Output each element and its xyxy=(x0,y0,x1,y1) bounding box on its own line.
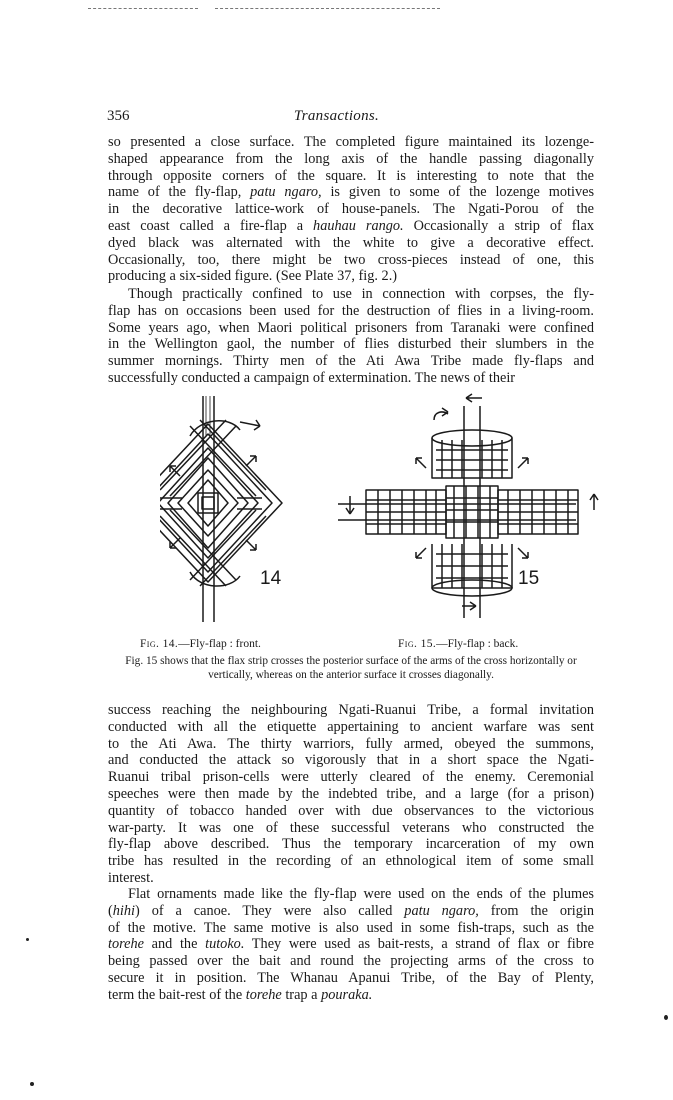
text-line: in the decorative lattice-work of house-panels. The Ngati-Porou of the xyxy=(108,201,594,218)
text-run: Occasionally a strip of flax xyxy=(403,217,594,234)
text-line: quantity of tobacco handed over with due observances to the victorious xyxy=(108,802,594,819)
text-line: fly-flap above described. Thus the temporary incarceration of my own xyxy=(108,836,594,853)
text-line: war-party. It was one of these successful veterans who constructed the xyxy=(108,819,594,836)
figure-14-drawing xyxy=(160,396,320,628)
figure-15-drawing xyxy=(338,388,608,628)
italic-term: pouraka. xyxy=(321,986,373,1003)
figure-15-caption xyxy=(398,638,518,650)
text-line: through opposite corners of the square. It is interesting to note that the xyxy=(108,167,594,184)
scan-edge-mark xyxy=(215,8,440,9)
text-run: term the bait-rest of the xyxy=(108,986,246,1003)
text-run: is given to some of the lozenge motives xyxy=(321,184,595,201)
text-line: producing a six-sided figure. (See Plate 37, fig. 2.) xyxy=(108,268,398,285)
scan-edge-mark xyxy=(88,8,198,9)
text-line xyxy=(108,218,594,235)
text-line: and conducted the attack so vigorously that in a short space the Ngati- xyxy=(108,752,594,769)
paragraph xyxy=(108,286,594,387)
text-line: secure it in position. The Whanau Apanui Tribe, of the Bay of Plenty, xyxy=(108,969,594,986)
scan-speck xyxy=(30,1082,34,1086)
text-line: shaped appearance from the long axis of the handle passing diagonally xyxy=(108,150,594,167)
text-line: Some years ago, when Maori political prisoners from Taranaki were confined xyxy=(108,319,594,336)
text-line: Ruanui tribal prison-cells were utterly cleared of the enemy. Ceremonial xyxy=(108,769,594,786)
italic-term: patu ngaro, xyxy=(250,184,322,201)
figure-15-number: 15 xyxy=(518,568,540,589)
text-line xyxy=(108,987,594,1004)
figure-note: Fig. 15 shows that the flax strip crosses the posterior surface of the arms of the cross horizontally or vertically, whereas on the anterior surface it crosses diagonally. xyxy=(125,655,577,681)
scan-speck xyxy=(664,1015,668,1020)
text-line: tribe has resulted in the recording of an ethnological item of some small xyxy=(108,853,594,870)
paragraph xyxy=(108,702,594,887)
text-line: success reaching the neighbouring Ngati-Ruanui Tribe, a formal invitation xyxy=(108,702,594,718)
italic-term: patu ngaro, xyxy=(404,902,479,919)
text-line xyxy=(108,184,594,201)
text-line xyxy=(108,903,594,920)
text-line: Occasionally, too, there might be two cross-pieces instead of one, this xyxy=(108,251,594,268)
figure-14-caption xyxy=(140,638,261,650)
figure-14-caption-text: —Fly-flap : front. xyxy=(178,638,261,650)
text-run: ( xyxy=(108,902,113,919)
text-run: from the origin xyxy=(478,902,594,919)
text-run: ) of a canoe. They were also called xyxy=(135,902,405,919)
text-run: They were used as bait-rests, a strand of flax or fibre xyxy=(244,936,594,953)
figure-14-caption-label: Fig. 14. xyxy=(140,638,179,650)
text-line: flap has on occasions been used for the destruction of flies in a living-room. xyxy=(108,302,594,319)
text-run: east coast called a fire-flap a xyxy=(108,217,314,234)
text-line: of the motive. The same motive is also used in some fish-traps, such as the xyxy=(108,919,594,936)
text-line: conducted with all the etiquette appertaining to ancient warfare was sent xyxy=(108,718,594,735)
italic-term: torehe xyxy=(108,936,144,953)
italic-term: hihi xyxy=(112,902,136,919)
italic-term: hauhau rango. xyxy=(313,217,404,234)
text-line: so presented a close surface. The completed figure maintained its lozenge- xyxy=(108,134,594,150)
italic-term: torehe xyxy=(245,986,282,1003)
running-title: Transactions. xyxy=(293,108,380,124)
figure-15-caption-text: —Fly-flap : back. xyxy=(436,638,519,650)
text-line: dyed black was alternated with the white to give a decorative effect. xyxy=(108,234,594,251)
text-run: name of the fly-flap, xyxy=(108,184,251,201)
text-line: being passed over the bait and round the projecting arms of the cross to xyxy=(108,953,594,970)
page-number: 356 xyxy=(107,108,130,124)
text-run: and the xyxy=(144,936,206,953)
figure-14-number: 14 xyxy=(260,568,282,589)
text-line: to the Ati Awa. The thirty warriors, fully armed, obeyed the summons, xyxy=(108,735,594,752)
italic-term: tutoko. xyxy=(205,936,245,953)
scan-speck xyxy=(26,938,29,941)
text-line: successfully conducted a campaign of extermination. The news of their xyxy=(108,369,516,386)
text-run: trap a xyxy=(281,986,322,1003)
text-line: summer mornings. Thirty men of the Ati Awa Tribe made fly-flaps and xyxy=(108,353,594,370)
text-line: Though practically confined to use in connection with corpses, the fly- xyxy=(128,286,594,302)
text-line xyxy=(108,936,594,953)
paragraph xyxy=(108,134,594,285)
text-line: Flat ornaments made like the fly-flap were used on the ends of the plumes xyxy=(128,886,594,902)
paragraph xyxy=(108,886,594,1004)
text-line: in the Wellington gaol, the number of flies disturbed their slumbers in the xyxy=(108,336,594,353)
text-line: speeches were then made by the indebted tribe, and a large (for a prison) xyxy=(108,785,594,802)
text-line: interest. xyxy=(108,869,154,886)
figure-15-caption-label: Fig. 15. xyxy=(398,638,437,650)
